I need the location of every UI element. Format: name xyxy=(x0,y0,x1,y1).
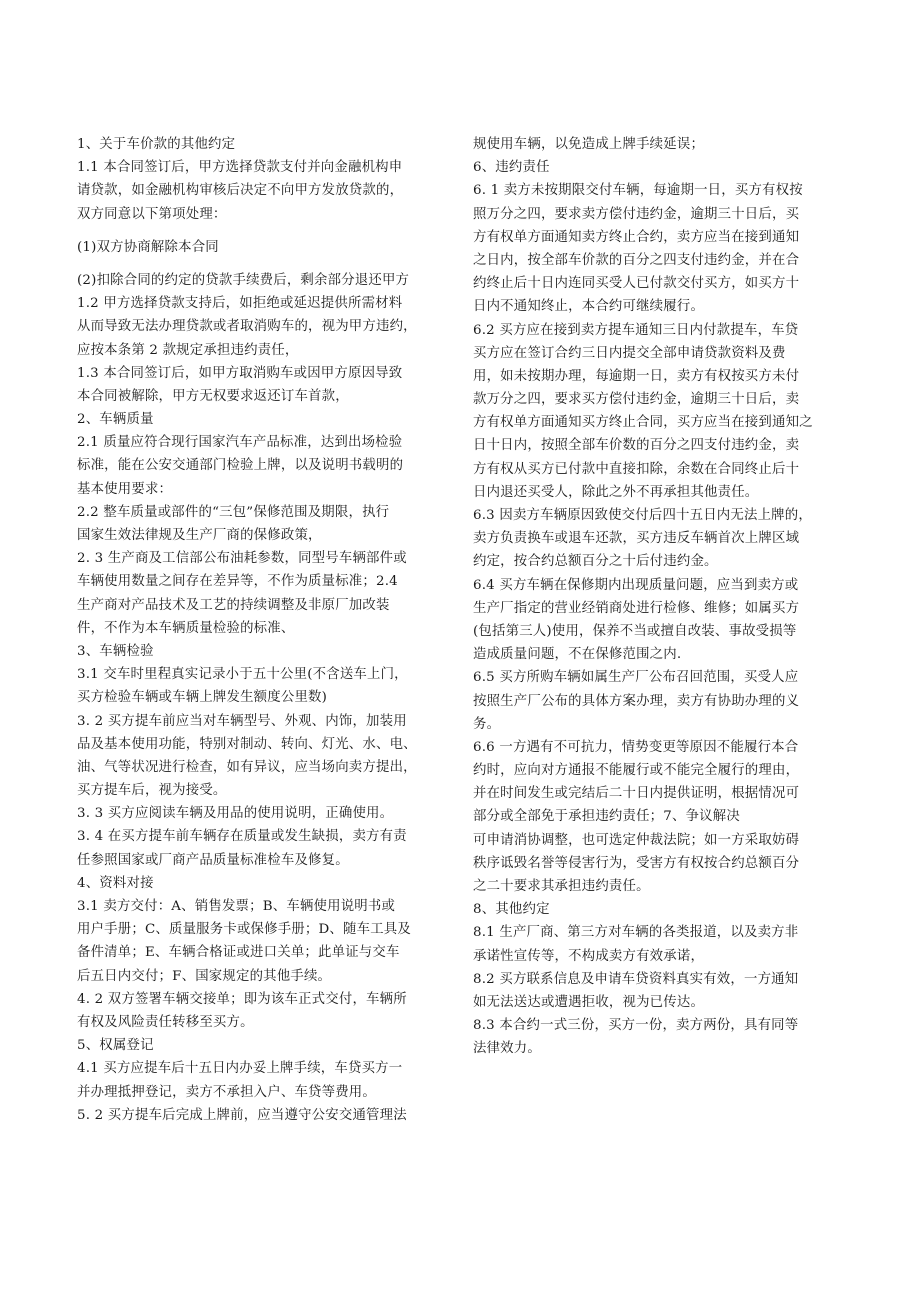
text-line: 法律效力。 xyxy=(473,1041,541,1057)
text-line: 用户手册；C、质量服务卡或保修手册；D、随车工具及 xyxy=(77,922,411,938)
text-line: 约时，应向对方通报不能履行或不能完全履行的理由， xyxy=(473,763,800,779)
text-line: 备件清单；E、车辆合格证或进口关单；此单证与交车 xyxy=(77,945,400,961)
text-line: 日十日内，按照全部车价数的百分之四支付违约金，卖 xyxy=(473,438,800,454)
text-line: 6、违约责任 xyxy=(473,160,550,176)
text-line: 双方同意以下第项处理： xyxy=(77,206,227,222)
text-line: 6.4 买方车辆在保修期内出现质量问题，应当到卖方或 xyxy=(473,577,799,593)
text-line: 8、其他约定 xyxy=(473,902,550,918)
text-line: 6. 1 卖方未按期限交付车辆，每逾期一日，买方有权按 xyxy=(473,183,803,199)
text-line: 部分或全部免于承担违约责任；7、争议解决 xyxy=(473,809,740,825)
text-line: 生产商对产品技术及工艺的持续调整及非原厂加改装 xyxy=(77,597,390,613)
text-line: 标准，能在公安交通部门检验上牌，以及说明书载明的 xyxy=(77,458,404,474)
text-line: 1.3 本合同签订后，如甲方取消购车或因甲方原因导致 xyxy=(77,365,403,381)
text-line: 3. 2 买方提车前应当对车辆型号、外观、内饰，加装用 xyxy=(77,713,407,729)
text-line: 车辆使用数量之间存在差异等，不作为质量标准；2.4 xyxy=(77,574,398,590)
text-line: 日内退还买受人，除此之外不再承担其他责任。 xyxy=(473,484,759,500)
text-line: 基本使用要求： xyxy=(77,481,173,497)
text-line: 品及基本使用功能，特别对制动、转向、灯光、水、电、 xyxy=(77,736,417,752)
text-line: 应按本条第 2 款规定承担违约责任， xyxy=(77,342,299,358)
text-line: 2. 3 生产商及工信部公布油耗参数，同型号车辆部件或 xyxy=(77,551,407,567)
text-line: 之二十要求其承担违约责任。 xyxy=(473,879,650,894)
text-line: 可申请消协调整，也可选定仲裁法院；如一方采取妨碍 xyxy=(473,832,800,848)
text-line: 6.2 买方应在接到卖方提车通知三日内付款提车，车贷 xyxy=(473,322,799,338)
text-line: 3. 3 买方应阅读车辆及用品的使用说明，正确使用。 xyxy=(77,806,394,822)
text-line: 国家生效法律规及生产厂商的保修政策， xyxy=(77,528,322,543)
text-line: 之日内，按全部车价款的百分之四支付违约金，并在合 xyxy=(473,252,800,268)
text-line: 请贷款，如金融机构审核后决定不向甲方发放贷款的， xyxy=(77,183,404,199)
text-line: 规使用车辆，以免造成上牌手续延误； xyxy=(473,137,705,152)
text-line: 有权及风险责任转移至买方。 xyxy=(77,1014,254,1030)
text-line: 8.3 本合约一式三份，买方一份，卖方两份，具有同等 xyxy=(473,1018,799,1034)
text-line: 5、权属登记 xyxy=(77,1038,154,1054)
text-line: 卖方负责换车或退车还款，买方违反车辆首次上牌区域 xyxy=(473,531,800,547)
text-line: 4. 2 双方签署车辆交接单；即为该车正式交付，车辆所 xyxy=(77,991,407,1007)
text-line: 6.5 买方所购车辆如属生产厂公布召回范围，买受人应 xyxy=(473,670,799,686)
left-column xyxy=(77,133,449,1127)
text-line: (1)双方协商解除本合同 xyxy=(77,239,219,255)
text-line: 3、车辆检验 xyxy=(77,643,154,659)
text-line: 约终止后十日内连同买受人已付款交付买方，如买方十 xyxy=(473,276,800,292)
text-line: 6.6 一方遇有不可抗力，情势变更等原因不能履行本合 xyxy=(473,739,799,755)
text-line: 并办理抵押登记，卖方不承担入户、车贷等费用。 xyxy=(77,1084,376,1100)
text-line: 4、资料对接 xyxy=(77,875,154,891)
text-line: 用，如未按期办理，每逾期一日，卖方有权按买方未付 xyxy=(473,368,800,384)
text-line: 任参照国家或厂商产品质量标准检车及修复。 xyxy=(77,852,349,868)
text-line: 承诺性宣传等，不构成卖方有效承诺， xyxy=(473,948,705,964)
right-column xyxy=(473,133,845,1061)
text-line: 件，不作为本车辆质量检验的标准、 xyxy=(77,620,295,636)
text-line: 1.2 甲方选择贷款支持后，如拒绝或延迟提供所需材料 xyxy=(77,296,403,312)
text-line: (2)扣除合同的约定的贷款手续费后，剩余部分退还甲方 xyxy=(77,272,410,288)
text-line: 款万分之四，要求买方偿付违约金，逾期三十日后，卖 xyxy=(473,392,800,408)
text-line: 方有权从买方已付款中直接扣除，余数在合同终止后十 xyxy=(473,461,800,477)
text-line: 造成质量问题，不在保修范围之内. xyxy=(473,647,682,663)
text-line: 1、关于车价款的其他约定 xyxy=(77,137,236,152)
text-line: 生产厂指定的营业经销商处进行检修、维修；如属买方 xyxy=(473,600,800,616)
text-line: 8.2 买方联系信息及申请车贷资料真实有效，一方通知 xyxy=(473,971,799,987)
text-line: 2、车辆质量 xyxy=(77,412,154,428)
text-line: 8.1 生产厂商、第三方对车辆的各类报道，以及卖方非 xyxy=(473,925,799,941)
text-line: 6.3 因卖方车辆原因致使交付后四十五日内无法上牌的， xyxy=(473,508,812,523)
text-line: 1.1 本合同签订后，甲方选择贷款支付并向金融机构申 xyxy=(77,160,403,176)
text-line: 买方检验车辆或车辆上牌发生额度公里数) xyxy=(77,690,328,706)
text-line: 4.1 买方应提车后十五日内办妥上牌手续，车贷买方一 xyxy=(77,1061,403,1077)
text-line: 从而导致无法办理贷款或者取消购车的，视为甲方违约， xyxy=(77,319,417,335)
text-line: 按照生产厂公布的具体方案办理，卖方有协助办理的义 xyxy=(473,693,800,709)
text-line: 日内不通知终止，本合约可继续履行。 xyxy=(473,299,705,315)
text-line: 买方应在签订合约三日内提交全部申请贷款资料及费 xyxy=(473,345,786,361)
text-line: 约定，按合约总额百分之十后付违约金。 xyxy=(473,554,718,570)
text-line: 3.1 交车时里程真实记录小于五十公里(不含送车上门， xyxy=(77,667,408,683)
text-line: 3. 4 在买方提车前车辆存在质量或发生缺损，卖方有责 xyxy=(77,829,407,845)
text-line: 5. 2 买方提车后完成上牌前，应当遵守公安交通管理法 xyxy=(77,1107,407,1123)
text-line: 秩序诋毁名誉等侵害行为，受害方有权按合约总额百分 xyxy=(473,855,800,871)
text-line: 方有权单方面通知卖方终止合约，卖方应当在接到通知 xyxy=(473,229,800,245)
text-line: 2.1 质量应符合现行国家汽车产品标准，达到出场检验 xyxy=(77,435,403,451)
text-line: 3.1 卖方交付：A、销售发票；B、车辆使用说明书或 xyxy=(77,899,396,914)
text-line: 照万分之四，要求卖方偿付违约金，逾期三十日后，买 xyxy=(473,206,800,222)
text-line: 如无法送达或遭遇拒收，视为已传达。 xyxy=(473,994,705,1010)
text-line: 本合同被解除，甲方无权要求返还订车首款， xyxy=(77,388,349,404)
text-line: 买方提车后，视为接受。 xyxy=(77,783,227,799)
text-line: 油、气等状况进行检查，如有异议，应当场向卖方提出， xyxy=(77,759,417,775)
text-line: 务。 xyxy=(473,716,501,732)
text-line: 并在时间发生或完结后二十日内提供证明，根据情况可 xyxy=(473,786,800,802)
text-line: (包括第三人)使用，保养不当或擅自改装、事故受损等 xyxy=(473,623,797,639)
text-line: 方有权单方面通知买方终止合同，买方应当在接到通知之 xyxy=(473,415,813,431)
text-line: 后五日内交付；F、国家规定的其他手续。 xyxy=(77,968,332,984)
text-line: 2.2 整车质量或部件的“三包”保修范围及期限，执行 xyxy=(77,504,390,520)
